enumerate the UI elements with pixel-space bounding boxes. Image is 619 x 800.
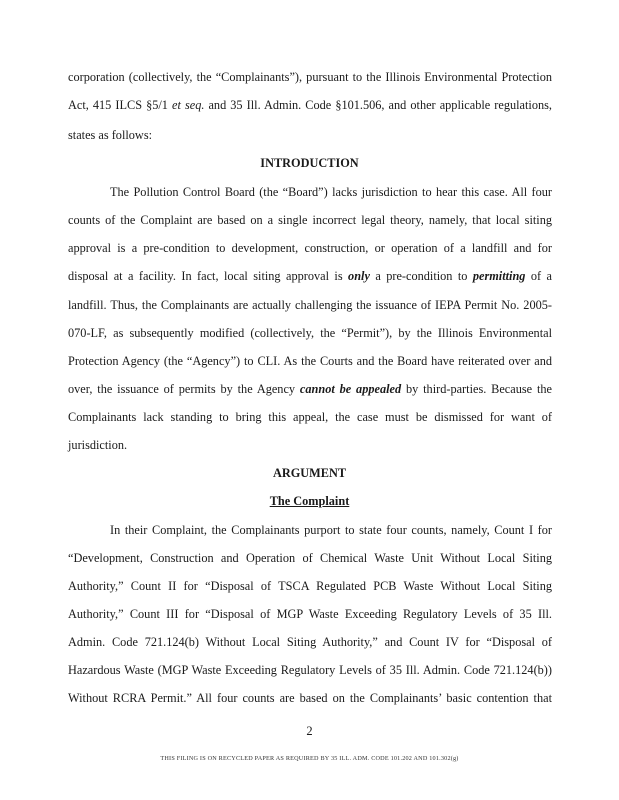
body-line: Complainants lack standing to bring this appeal, the case must be dismissed for want of: [68, 410, 552, 424]
body-line: landfill. Thus, the Complainants are actually challenging the issuance of IEPA Permit No. 2005-: [68, 298, 552, 312]
subsection-heading-complaint: The Complaint: [269, 494, 350, 508]
body-line: Protection Agency (the “Agency”) to CLI. As the Courts and the Board have reiterated over and: [68, 354, 552, 368]
body-line: Authority,” Count II for “Disposal of TSCA Regulated PCB Waste Without Local Siting: [68, 579, 552, 593]
body-line: Without RCRA Permit.” All four counts are based on the Complainants’ basic contention that: [68, 691, 552, 705]
section-heading-introduction: INTRODUCTION: [260, 156, 359, 170]
section-heading-argument: ARGUMENT: [272, 466, 347, 480]
page-number: 2: [306, 724, 313, 738]
body-line: “Development, Construction and Operation of Chemical Waste Unit Without Local Siting: [68, 551, 552, 565]
body-line: Authority,” Count III for “Disposal of MGP Waste Exceeding Regulatory Levels of 35 Ill.: [68, 607, 552, 621]
body-line: jurisdiction.: [68, 438, 128, 452]
body-line: Admin. Code 721.124(b) Without Local Siting Authority,” and Count IV for “Disposal of: [68, 635, 552, 649]
recycled-paper-footer: THIS FILING IS ON RECYCLED PAPER AS REQUIRED BY 35 ILL. ADM. CODE 101.202 AND 101.302(g): [160, 755, 459, 762]
body-line: corporation (collectively, the “Complainants”), pursuant to the Illinois Environmental Protection: [68, 70, 552, 84]
body-line: disposal at a facility. In fact, local siting approval is only a pre-condition to permitting of a: [68, 269, 552, 283]
body-line: counts of the Complaint are based on a single incorrect legal theory, namely, that local siting: [68, 213, 552, 227]
body-line: 070-LF, as subsequently modified (collectively, the “Permit”), by the Illinois Environmental: [68, 326, 552, 340]
body-line: Hazardous Waste (MGP Waste Exceeding Regulatory Levels of 35 Ill. Admin. Code 721.124(b)): [68, 663, 552, 677]
body-line: Act, 415 ILCS §5/1 et seq. and 35 Ill. Admin. Code §101.506, and other applicable regulations,: [68, 98, 552, 112]
body-line: approval is a pre-condition to development, construction, or operation of a landfill and for: [68, 241, 552, 255]
body-line: In their Complaint, the Complainants purport to state four counts, namely, Count I for: [110, 523, 552, 537]
body-line: states as follows:: [68, 128, 153, 142]
body-line: over, the issuance of permits by the Agency cannot be appealed by third-parties. Because the: [68, 382, 552, 396]
body-line: The Pollution Control Board (the “Board”) lacks jurisdiction to hear this case. All four: [110, 185, 552, 199]
